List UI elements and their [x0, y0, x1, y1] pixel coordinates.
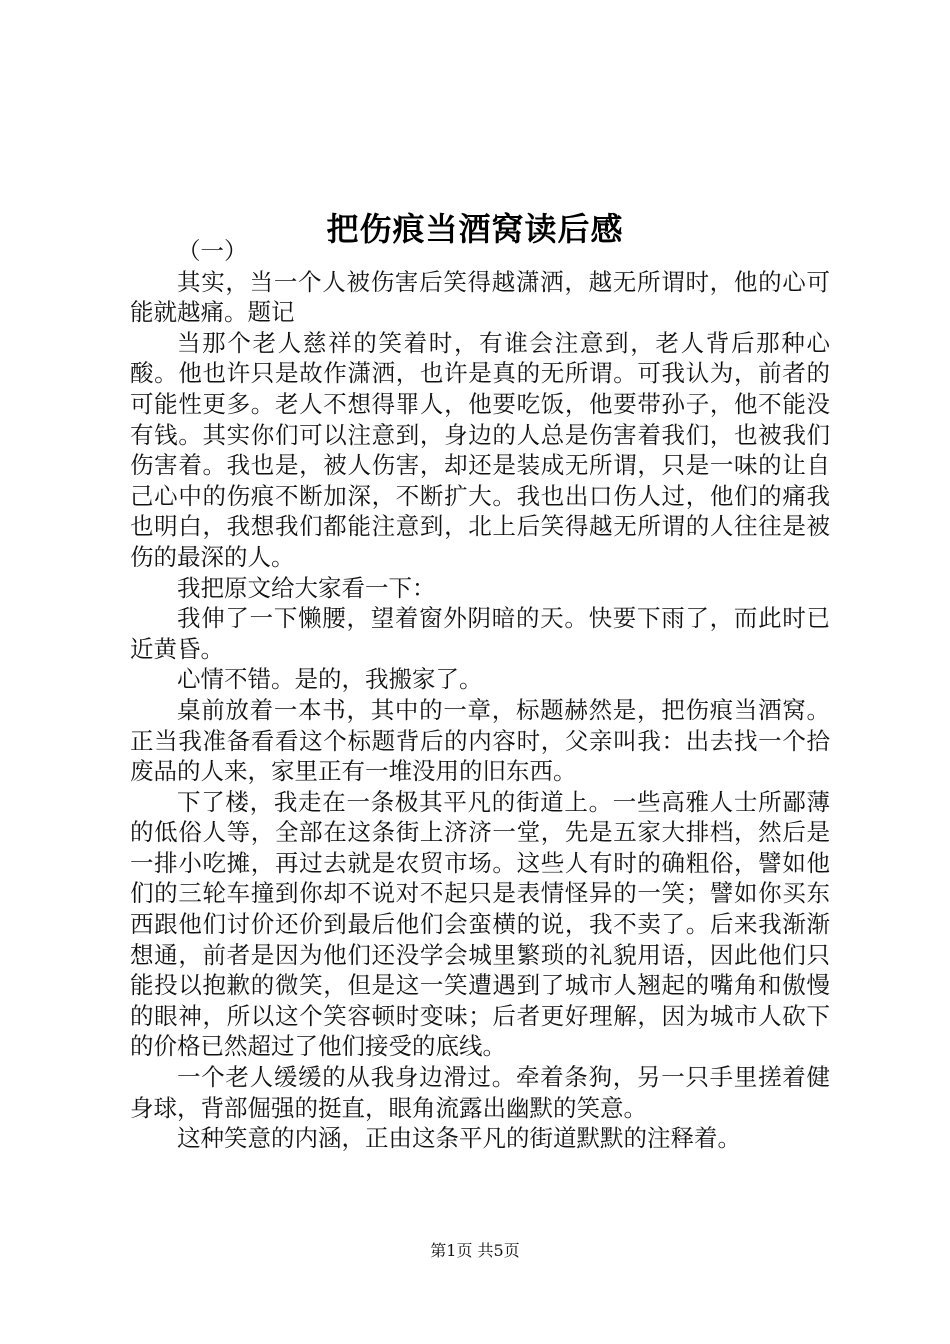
paragraph: 当那个老人慈祥的笑着时，有谁会注意到，老人背后那种心酸。他也许只是故作潇洒，也许是真的无所谓。可我认为，前者的可能性更多。老人不想得罪人，他要吃饭，他要带孙子，他不能没有钱。其实你们可以注意到，身边的人总是伤害着我们，也被我们伤害着。我也是，被人伤害，却还是装成无所谓，只是一味的让自己心中的伤痕不断加深，不断扩大。我也出口伤人过，他们的痛我也明白，我想我们都能注意到，北上后笑得越无所谓的人往往是被伤的最深的人。 — [130, 328, 830, 571]
paragraph: 我伸了一下懒腰，望着窗外阴暗的天。快要下雨了，而此时已近黄昏。 — [130, 604, 830, 663]
paragraph: （一） — [177, 237, 248, 265]
document-body — [130, 236, 830, 1154]
paragraph: 我把原文给大家看一下： — [177, 573, 436, 602]
document-title: 把伤痕当酒窝读后感 — [326, 210, 624, 249]
paragraph: 心情不错。是的，我搬家了。 — [177, 665, 483, 694]
page-number-footer: 第1页 共5页 — [430, 1241, 520, 1260]
paragraph: 下了楼，我走在一条极其平凡的街道上。一些高雅人士所鄙薄的低俗人等，全部在这条街上济济一堂，先是五家大排档，然后是一排小吃摊，再过去就是农贸市场。这些人有时的确粗俗，譬如他们的三轮车撞到你却不说对不起只是表情怪异的一笑；譬如你买东西跟他们讨价还价到最后他们会蛮横的说，我不卖了。后来我渐渐想通，前者是因为他们还没学会城里繁琐的礼貌用语，因此他们只能投以抱歉的微笑，但是这一笑遭遇到了城市人翘起的嘴角和傲慢的眼神，所以这个笑容顿时变味；后者更好理解，因为城市人砍下的价格已然超过了他们接受的底线。 — [130, 787, 830, 1061]
paragraph: 一个老人缓缓的从我身边滑过。牵着条狗，另一只手里搓着健身球，背部倔强的挺直，眼角流露出幽默的笑意。 — [130, 1063, 830, 1122]
paragraph: 桌前放着一本书，其中的一章，标题赫然是，把伤痕当酒窝。正当我准备看看这个标题背后的内容时，父亲叫我：出去找一个拾废品的人来，家里正有一堆没用的旧东西。 — [130, 695, 830, 786]
paragraph: 这种笑意的内涵，正由这条平凡的街道默默的注释着。 — [177, 1124, 741, 1153]
paragraph: 其实，当一个人被伤害后笑得越潇洒，越无所谓时，他的心可能就越痛。题记 — [130, 267, 830, 327]
